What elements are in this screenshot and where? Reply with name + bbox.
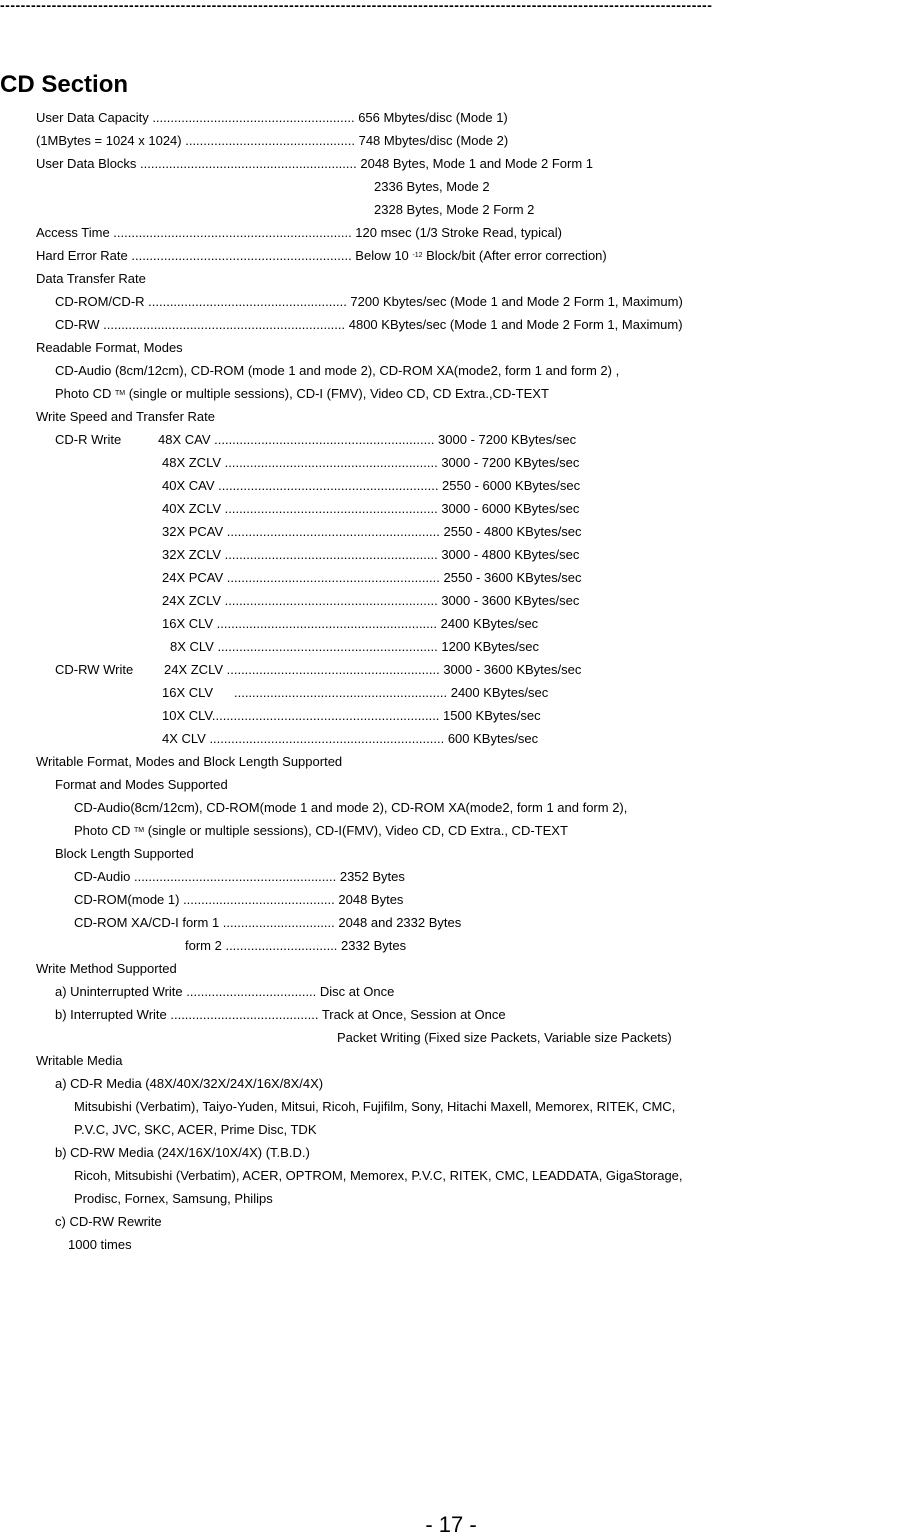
spec-text-main: CD-R Write <box>55 432 122 447</box>
spec-text <box>162 474 580 497</box>
spec-line <box>0 1118 902 1141</box>
spec-line <box>0 359 902 382</box>
spec-text-main: Prodisc, Fornex, Samsung, Philips <box>74 1191 273 1206</box>
spec-text-main: b) CD-RW Media (24X/16X/10X/4X) (T.B.D.) <box>55 1145 310 1160</box>
spec-line <box>0 681 902 704</box>
spec-line <box>0 152 902 175</box>
spec-text-main: CD-RW ................................................................... 4800 KBytes/sec (Mode 1 and Mode 2 Form 1, Maximum) <box>55 317 683 332</box>
spec-text <box>55 1141 310 1164</box>
section-title: CD Section <box>0 71 129 98</box>
spec-line <box>0 911 902 934</box>
spec-line <box>0 244 902 267</box>
superscript: TM <box>133 827 145 834</box>
spec-line <box>0 1003 902 1026</box>
spec-text-main: CD-Audio(8cm/12cm), CD-ROM(mode 1 and mode 2), CD-ROM XA(mode2, form 1 and form 2), <box>74 800 628 815</box>
spec-text <box>55 313 683 336</box>
spec-line <box>0 1072 902 1095</box>
spec-text-main: Packet Writing (Fixed size Packets, Variable size Packets) <box>337 1030 672 1045</box>
spec-text-main: User Data Blocks ............................................................ 2048 Bytes, Mode 1 and Mode 2 Form 1 <box>36 156 594 171</box>
spec-text-main: User Data Capacity ........................................................ 656 Mbytes/disc (Mode 1) <box>36 110 508 125</box>
spec-line <box>0 221 902 244</box>
spec-text-main: 32X PCAV ........................................................... 2550 - 4800 KBytes/sec <box>162 524 582 539</box>
page-number: - 17 - <box>425 1512 477 1537</box>
top-dashed-rule: ------------------------------------------------------------------------------------------------------------------------------------------ <box>0 0 713 13</box>
spec-text-main: 48X ZCLV ........................................................... 3000 - 7200 KBytes/sec <box>162 455 580 470</box>
spec-text-main: 4X CLV ................................................................. 600 KBytes/sec <box>162 731 539 746</box>
spec-text <box>74 865 405 888</box>
spec-text <box>55 290 683 313</box>
spec-text <box>55 1003 506 1026</box>
spec-text <box>36 221 562 244</box>
spec-line <box>0 1164 902 1187</box>
spec-text <box>36 244 607 267</box>
spec-text-main: b) Interrupted Write ......................................... Track at Once, Session at Once <box>55 1007 506 1022</box>
spec-text <box>74 911 461 934</box>
spec-text-main: CD-Audio (8cm/12cm), CD-ROM (mode 1 and mode 2), CD-ROM XA(mode2, form 1 and form 2) , <box>55 363 620 378</box>
spec-text <box>55 658 133 681</box>
spec-line <box>0 382 902 405</box>
spec-text <box>68 1233 132 1256</box>
spec-text <box>55 980 394 1003</box>
spec-text <box>36 405 215 428</box>
spec-text <box>36 152 593 175</box>
spec-line <box>0 1210 902 1233</box>
spec-line <box>0 704 902 727</box>
spec-text-after: Block/bit (After error correction) <box>422 248 607 263</box>
spec-text-main: P.V.C, JVC, SKC, ACER, Prime Disc, TDK <box>74 1122 317 1137</box>
spec-text <box>162 589 579 612</box>
spec-text-main: Ricoh, Mitsubishi (Verbatim), ACER, OPTROM, Memorex, P.V.C, RITEK, CMC, LEADDATA, GigaStorage, <box>74 1168 683 1183</box>
spec-text-main: a) CD-R Media (48X/40X/32X/24X/16X/8X/4X) <box>55 1076 324 1091</box>
spec-text <box>162 451 579 474</box>
spec-line <box>0 658 902 681</box>
spec-text <box>185 934 406 957</box>
spec-text-main: CD-ROM/CD-R ....................................................... 7200 Kbytes/sec (Mode 1 and Mode 2 Form 1, Maximum) <box>55 294 683 309</box>
spec-line <box>0 1233 902 1256</box>
spec-text-main: Write Method Supported <box>36 961 177 976</box>
spec-line <box>0 635 902 658</box>
spec-text <box>162 681 213 704</box>
spec-text-main: ........................................................... 2400 KBytes/sec <box>234 685 549 700</box>
spec-text <box>374 198 534 221</box>
spec-text-main: CD-ROM XA/CD-I form 1 ............................... 2048 and 2332 Bytes <box>74 915 462 930</box>
spec-text-main: 24X ZCLV ........................................................... 3000 - 3600 KBytes/sec <box>162 593 580 608</box>
spec-line <box>0 313 902 336</box>
spec-line <box>0 405 902 428</box>
spec-text-main: form 2 ............................... 2332 Bytes <box>185 938 407 953</box>
spec-text <box>36 1049 122 1072</box>
spec-line <box>0 842 902 865</box>
spec-text <box>74 1095 675 1118</box>
spec-line <box>0 175 902 198</box>
spec-text <box>162 727 538 750</box>
spec-text <box>55 1210 162 1233</box>
spec-line <box>0 106 902 129</box>
spec-text-main: Readable Format, Modes <box>36 340 183 355</box>
spec-text-main: 40X ZCLV ........................................................... 3000 - 6000 KBytes/sec <box>162 501 580 516</box>
spec-line <box>0 451 902 474</box>
spec-line <box>0 336 902 359</box>
superscript: -12 <box>412 252 423 259</box>
spec-text <box>36 129 508 152</box>
spec-list <box>0 106 902 1256</box>
spec-text <box>74 819 568 842</box>
spec-text <box>162 520 582 543</box>
spec-text <box>55 842 194 865</box>
spec-text-main: Write Speed and Transfer Rate <box>36 409 215 424</box>
spec-text-main: CD-ROM(mode 1) .......................................... 2048 Bytes <box>74 892 404 907</box>
spec-text <box>55 382 549 405</box>
spec-text <box>36 267 146 290</box>
spec-text <box>162 612 538 635</box>
spec-text <box>162 704 541 727</box>
spec-text-main: Hard Error Rate ............................................................. Below 10 <box>36 248 413 263</box>
spec-text-main: 16X CLV <box>162 685 214 700</box>
spec-line <box>0 290 902 313</box>
spec-line <box>0 497 902 520</box>
spec-line <box>0 727 902 750</box>
spec-text-main: 8X CLV ............................................................. 1200 KBytes/sec <box>170 639 539 654</box>
spec-line <box>0 589 902 612</box>
spec-text-main: 48X CAV ............................................................. 3000 - 7200 KBytes/sec <box>158 432 577 447</box>
spec-text-main: 40X CAV ............................................................. 2550 - 6000 KBytes/sec <box>162 478 581 493</box>
spec-text <box>55 428 121 451</box>
spec-text-main: 16X CLV ............................................................. 2400 KBytes/sec <box>162 616 539 631</box>
spec-text-main: 2336 Bytes, Mode 2 <box>374 179 490 194</box>
spec-line <box>0 1095 902 1118</box>
spec-line <box>0 1141 902 1164</box>
spec-text <box>337 1026 672 1049</box>
spec-text-main: Block Length Supported <box>55 846 194 861</box>
spec-line <box>0 888 902 911</box>
spec-line <box>0 1187 902 1210</box>
spec-line <box>0 428 902 451</box>
spec-text-main: Writable Media <box>36 1053 123 1068</box>
spec-text-main: 2328 Bytes, Mode 2 Form 2 <box>374 202 535 217</box>
spec-line <box>0 198 902 221</box>
spec-text <box>162 566 582 589</box>
spec-line <box>0 1026 902 1049</box>
spec-text <box>74 1164 683 1187</box>
spec-text-main: a) Uninterrupted Write .................................... Disc at Once <box>55 984 395 999</box>
spec-line <box>0 819 902 842</box>
spec-text <box>74 1118 317 1141</box>
spec-text-main: CD-RW Write <box>55 662 134 677</box>
spec-line <box>0 957 902 980</box>
spec-text <box>55 359 619 382</box>
spec-text-main: c) CD-RW Rewrite <box>55 1214 162 1229</box>
spec-text <box>55 1072 323 1095</box>
spec-text <box>170 635 539 658</box>
spec-text-main: Data Transfer Rate <box>36 271 146 286</box>
spec-text-main: Access Time .................................................................. 120 msec (1/3 Stroke Read, typical) <box>36 225 562 240</box>
spec-text-main: 24X PCAV ........................................................... 2550 - 3600 KBytes/sec <box>162 570 582 585</box>
spec-line <box>0 612 902 635</box>
spec-line <box>0 474 902 497</box>
spec-text-main: Photo CD <box>55 386 115 401</box>
spec-text-main: Writable Format, Modes and Block Length Supported <box>36 754 343 769</box>
spec-line <box>0 267 902 290</box>
spec-text-main: Mitsubishi (Verbatim), Taiyo-Yuden, Mitsui, Ricoh, Fujifilm, Sony, Hitachi Maxell, Memorex, RITEK, CMC, <box>74 1099 676 1114</box>
spec-line <box>0 750 902 773</box>
spec-text <box>162 543 579 566</box>
spec-text-main: 1000 times <box>68 1237 132 1252</box>
spec-line <box>0 566 902 589</box>
spec-line <box>0 520 902 543</box>
spec-text-main: 10X CLV............................................................... 1500 KBytes/sec <box>162 708 541 723</box>
spec-text <box>234 681 548 704</box>
spec-text-main: CD-Audio ........................................................ 2352 Bytes <box>74 869 405 884</box>
spec-text <box>74 1187 273 1210</box>
spec-text-main: 32X ZCLV ........................................................... 3000 - 4800 KBytes/sec <box>162 547 580 562</box>
spec-text-main: (1MBytes = 1024 x 1024) ............................................... 748 Mbytes/disc (Mode 2) <box>36 133 509 148</box>
spec-text-main: Photo CD <box>74 823 134 838</box>
spec-text <box>36 336 183 359</box>
spec-line <box>0 543 902 566</box>
spec-text-main: 24X ZCLV ........................................................... 3000 - 3600 KBytes/sec <box>164 662 582 677</box>
spec-line <box>0 865 902 888</box>
spec-text <box>74 888 403 911</box>
spec-text-after: (single or multiple sessions), CD-I (FMV), Video CD, CD Extra.,CD-TEXT <box>125 386 549 401</box>
spec-text <box>164 658 581 681</box>
spec-text <box>158 428 576 451</box>
spec-text <box>74 796 627 819</box>
spec-text <box>162 497 579 520</box>
spec-line <box>0 796 902 819</box>
spec-text <box>36 957 177 980</box>
spec-text-main: Format and Modes Supported <box>55 777 228 792</box>
spec-text <box>36 106 508 129</box>
spec-line <box>0 773 902 796</box>
spec-line <box>0 1049 902 1072</box>
spec-text <box>36 750 342 773</box>
spec-text <box>55 773 228 796</box>
spec-line <box>0 934 902 957</box>
superscript: TM <box>114 390 126 397</box>
spec-line <box>0 129 902 152</box>
spec-text <box>374 175 490 198</box>
spec-text-after: (single or multiple sessions), CD-I(FMV), Video CD, CD Extra., CD-TEXT <box>144 823 568 838</box>
spec-line <box>0 980 902 1003</box>
